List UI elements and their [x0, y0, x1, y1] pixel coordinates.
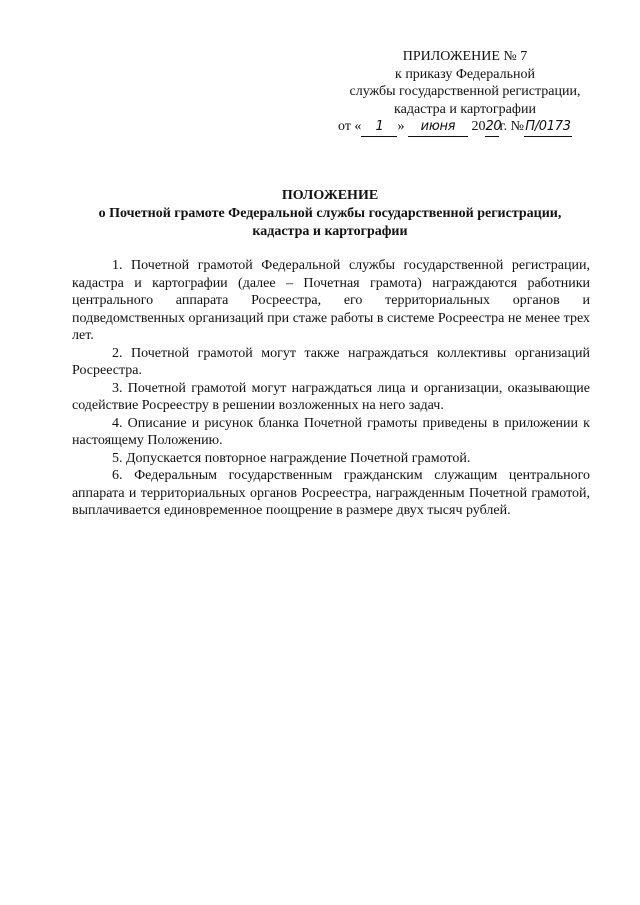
title-subject-cont: кадастра и картографии [252, 224, 408, 239]
paragraph-2: 2. Почетной грамотой могут также награждаться коллективы организаций Росреестра. [72, 345, 590, 378]
paragraph-5: 5. Допускается повторное награждение Почетной грамотой. [112, 450, 471, 466]
handwritten-month: июня [408, 118, 468, 137]
year-prefix: 20 [471, 119, 486, 134]
appendix-header [320, 48, 610, 137]
document-body [72, 257, 590, 520]
appendix-order-ref: к приказу Федеральной [395, 66, 535, 82]
appendix-agency-cont: кадастра и картографии [394, 101, 536, 117]
date-prefix: от « [338, 119, 362, 134]
appendix-number: ПРИЛОЖЕНИЕ № 7 [402, 49, 528, 64]
year-suffix: г. № [499, 119, 524, 134]
document-title [60, 187, 600, 241]
date-mid: » [397, 119, 405, 134]
paragraph-4: 4. Описание и рисунок бланка Почетной грамоты приведены в приложении к настоящему Положению. [72, 415, 590, 448]
handwritten-year: 20 [485, 118, 499, 137]
order-date-line [320, 118, 610, 137]
paragraph-3: 3. Почетной грамотой могут награждаться лица и организации, оказывающие содействие Росреестру в решении возложенных на него задач. [72, 380, 590, 413]
paragraph-1: 1. Почетной грамотой Федеральной службы государственной регистрации, кадастра и картографии (далее – Почетная грамота) награждаются работники центрального аппарата Росреестра, его территориальных органов и подведомственных организаций при стаже работы в системе Росреестра не менее трех лет. [72, 258, 590, 343]
title-subject: о Почетной грамоте Федеральной службы государственной регистрации, [98, 206, 562, 221]
handwritten-order-number: П/0173 [524, 118, 572, 137]
handwritten-day: 1 [361, 118, 397, 137]
paragraph-6: 6. Федеральным государственным гражданским служащим центрального аппарата и территориальных органов Росреестра, награжденным Почетной грамотой, выплачивается единовременное поощрение в размере двух тысяч рублей. [72, 468, 590, 518]
appendix-agency: службы государственной регистрации, [349, 84, 581, 99]
title-heading: ПОЛОЖЕНИЕ [281, 188, 379, 203]
